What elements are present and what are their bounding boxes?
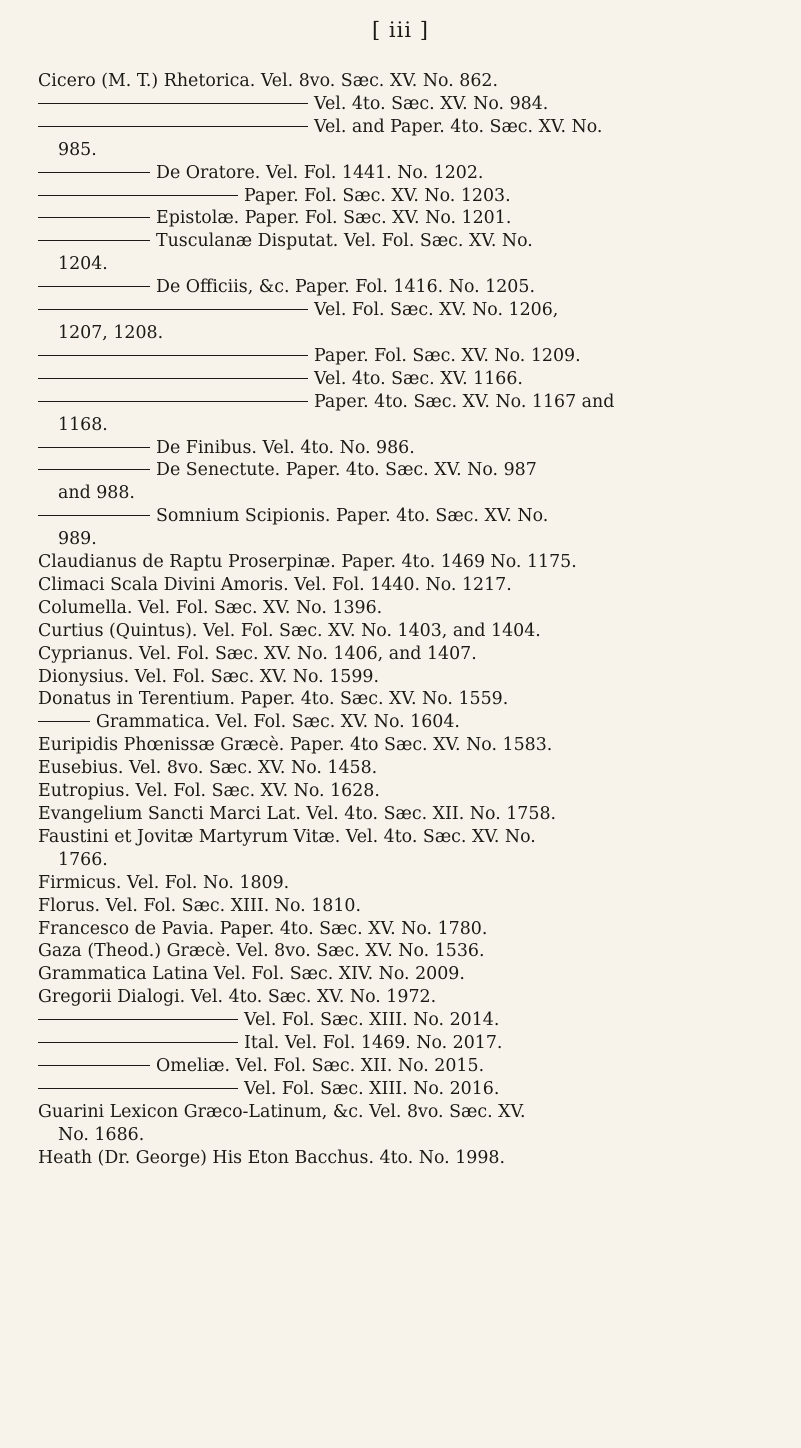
entry-line: Donatus in Terentium. Paper. 4to. Sæc. XV. No. 1559. (38, 689, 509, 710)
entry-line: Vel. and Paper. 4to. Sæc. XV. No. (38, 116, 768, 139)
ditto-rule (38, 217, 150, 218)
ditto-rule (38, 1065, 150, 1066)
ditto-rule (38, 1019, 238, 1020)
ditto-rule (38, 240, 150, 241)
catalogue-entries (38, 70, 768, 1170)
entry-line: Cyprianus. Vel. Fol. Sæc. XV. No. 1406, and 1407. (38, 643, 477, 664)
entry-line: Gregorii Dialogi. Vel. 4to. Sæc. XV. No. 1972. (38, 987, 437, 1008)
entry-line: 985. (58, 139, 97, 160)
ditto-rule (38, 126, 308, 127)
entry-line: Evangelium Sancti Marci Lat. Vel. 4to. Sæc. XII. No. 1758. (38, 804, 557, 824)
entry-line: 1207, 1208. (58, 322, 164, 343)
entry-line: Florus. Vel. Fol. Sæc. XIII. No. 1810. (38, 895, 361, 916)
entry-line: Paper. Fol. Sæc. XV. No. 1209. (38, 345, 768, 368)
ditto-rule (38, 378, 308, 379)
entry-line: Vel. Fol. Sæc. XIII. No. 2014. (38, 1009, 768, 1032)
entry-line: Epistolæ. Paper. Fol. Sæc. XV. No. 1201. (38, 207, 768, 230)
entry-line: Faustini et Jovitæ Martyrum Vitæ. Vel. 4to. Sæc. XV. No. (38, 826, 536, 847)
ditto-rule (38, 286, 150, 287)
ditto-rule (38, 1042, 238, 1043)
entry-line: Cicero (M. T.) Rhetorica. Vel. 8vo. Sæc. XV. No. 862. (38, 71, 498, 91)
entry-line: Guarini Lexicon Græco-Latinum, &c. Vel. 8vo. Sæc. XV. (38, 1101, 526, 1122)
entry-line: Tusculanæ Disputat. Vel. Fol. Sæc. XV. No. (38, 230, 768, 253)
entry-line: Heath (Dr. George) His Eton Bacchus. 4to. No. 1998. (38, 1147, 505, 1168)
ditto-rule (38, 355, 308, 356)
entry-line: 1204. (58, 254, 108, 275)
ditto-rule (38, 721, 90, 722)
entry-line: Firmicus. Vel. Fol. No. 1809. (38, 872, 290, 893)
entry-line: De Oratore. Vel. Fol. 1441. No. 1202. (38, 162, 768, 185)
entry-line: 1766. (58, 849, 108, 870)
entry-line: Dionysius. Vel. Fol. Sæc. XV. No. 1599. (38, 666, 379, 687)
entry-line: Gaza (Theod.) Græcè. Vel. 8vo. Sæc. XV. No. 1536. (38, 941, 485, 962)
entry-line: De Senectute. Paper. 4to. Sæc. XV. No. 987 (38, 459, 768, 482)
entry-line: Vel. 4to. Sæc. XV. No. 984. (38, 93, 768, 116)
entry-line: Somnium Scipionis. Paper. 4to. Sæc. XV. No. (38, 505, 768, 528)
page-number: [ iii ] (372, 18, 429, 42)
entry-line: Claudianus de Raptu Proserpinæ. Paper. 4to. 1469 No. 1175. (38, 552, 577, 573)
ditto-rule (38, 1088, 238, 1089)
entry-line: Vel. Fol. Sæc. XV. No. 1206, (38, 299, 768, 322)
ditto-rule (38, 103, 308, 104)
entry-line: Vel. 4to. Sæc. XV. 1166. (38, 368, 768, 391)
ditto-rule (38, 469, 150, 470)
entry-line: Omeliæ. Vel. Fol. Sæc. XII. No. 2015. (38, 1055, 768, 1078)
entry-line: Eusebius. Vel. 8vo. Sæc. XV. No. 1458. (38, 758, 378, 779)
entry-line: 1168. (58, 414, 108, 435)
entry-line: Eutropius. Vel. Fol. Sæc. XV. No. 1628. (38, 781, 380, 802)
ditto-rule (38, 309, 308, 310)
entry-line: Columella. Vel. Fol. Sæc. XV. No. 1396. (38, 597, 383, 618)
entry-line: Paper. Fol. Sæc. XV. No. 1203. (38, 185, 768, 208)
entry-line: No. 1686. (58, 1124, 145, 1145)
ditto-rule (38, 515, 150, 516)
ditto-rule (38, 195, 238, 196)
entry-line: Ital. Vel. Fol. 1469. No. 2017. (38, 1032, 768, 1055)
entry-line: Climaci Scala Divini Amoris. Vel. Fol. 1440. No. 1217. (38, 574, 512, 595)
entry-line: Euripidis Phœnissæ Græcè. Paper. 4to Sæc. XV. No. 1583. (38, 735, 553, 756)
entry-line: Curtius (Quintus). Vel. Fol. Sæc. XV. No. 1403, and 1404. (38, 620, 541, 641)
entry-line: De Finibus. Vel. 4to. No. 986. (38, 437, 768, 460)
entry-line: De Officiis, &c. Paper. Fol. 1416. No. 1205. (38, 276, 768, 299)
ditto-rule (38, 401, 308, 402)
entry-line: Grammatica Latina Vel. Fol. Sæc. XIV. No. 2009. (38, 964, 465, 985)
entry-line: Vel. Fol. Sæc. XIII. No. 2016. (38, 1078, 768, 1101)
entry-line: Francesco de Pavia. Paper. 4to. Sæc. XV. No. 1780. (38, 918, 488, 939)
entry-line: Grammatica. Vel. Fol. Sæc. XV. No. 1604. (38, 711, 768, 734)
entry-line: and 988. (58, 483, 135, 504)
ditto-rule (38, 172, 150, 173)
ditto-rule (38, 447, 150, 448)
entry-line: Paper. 4to. Sæc. XV. No. 1167 and (38, 391, 768, 414)
entry-line: 989. (58, 529, 97, 550)
